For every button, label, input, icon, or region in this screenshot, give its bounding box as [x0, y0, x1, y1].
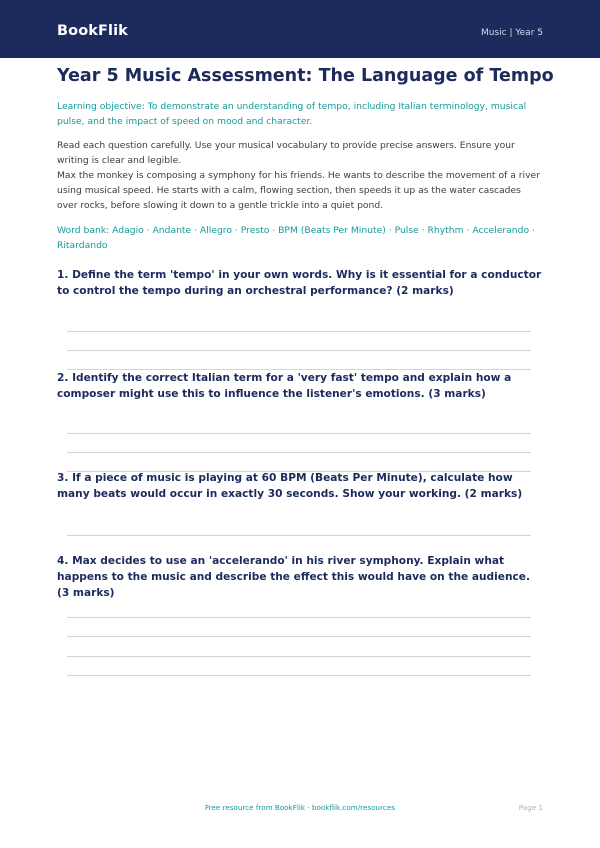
instructions: Read each question carefully. Use your musical vocabulary to provide precise answers. Ensure your writing is clear and legible.	[57, 140, 515, 166]
answer-line[interactable]	[67, 656, 531, 657]
question-3: 3. If a piece of music is playing at 60 BPM (Beats Per Minute), calculate how many beats would occur in exactly 30 seconds. Show your working. (2 marks)	[57, 472, 523, 500]
brand-logo: BookFlik	[57, 23, 128, 39]
answer-line[interactable]	[67, 331, 531, 332]
question-1: 1. Define the term 'tempo' in your own words. Why is it essential for a conductor to control the tempo during an orchestral performance? (2 marks)	[57, 269, 542, 297]
question-2: 2. Identify the correct Italian term for a 'very fast' tempo and explain how a composer might use this to influence the listener's emotions. (3 marks)	[57, 372, 512, 400]
page-title: Year 5 Music Assessment: The Language of Tempo	[57, 66, 554, 86]
word-bank: Word bank: Adagio · Andante · Allegro · Presto · BPM (Beats Per Minute) · Pulse · Rhythm · Accelerando · Ritardando	[57, 225, 535, 251]
answer-line[interactable]	[67, 535, 531, 536]
answer-line[interactable]	[67, 452, 531, 453]
subject-year-label: Music | Year 5	[480, 28, 543, 38]
question-4: 4. Max decides to use an 'accelerando' in his river symphony. Explain what happens to the music and describe the effect this would have on the audience. (3 marks)	[57, 555, 530, 599]
header-bar	[0, 0, 600, 58]
answer-line[interactable]	[67, 675, 531, 676]
answer-line[interactable]	[67, 636, 531, 637]
page-number: Page 1	[518, 803, 543, 812]
answer-line[interactable]	[67, 433, 531, 434]
learning-objective: Learning objective: To demonstrate an understanding of tempo, including Italian terminology, musical pulse, and the impact of speed on mood and character.	[57, 101, 527, 127]
footer-source-link[interactable]: Free resource from BookFlik · bookflik.com/resources	[204, 803, 396, 812]
answer-line[interactable]	[67, 617, 531, 618]
scenario-text: Max the monkey is composing a symphony for his friends. He wants to describe the movement of a river using musical speed. He starts with a calm, flowing section, then speeds it up as the water cascades over rocks, before slowing it down to a gentle trickle into a quiet pond.	[57, 170, 540, 211]
answer-line[interactable]	[67, 350, 531, 351]
